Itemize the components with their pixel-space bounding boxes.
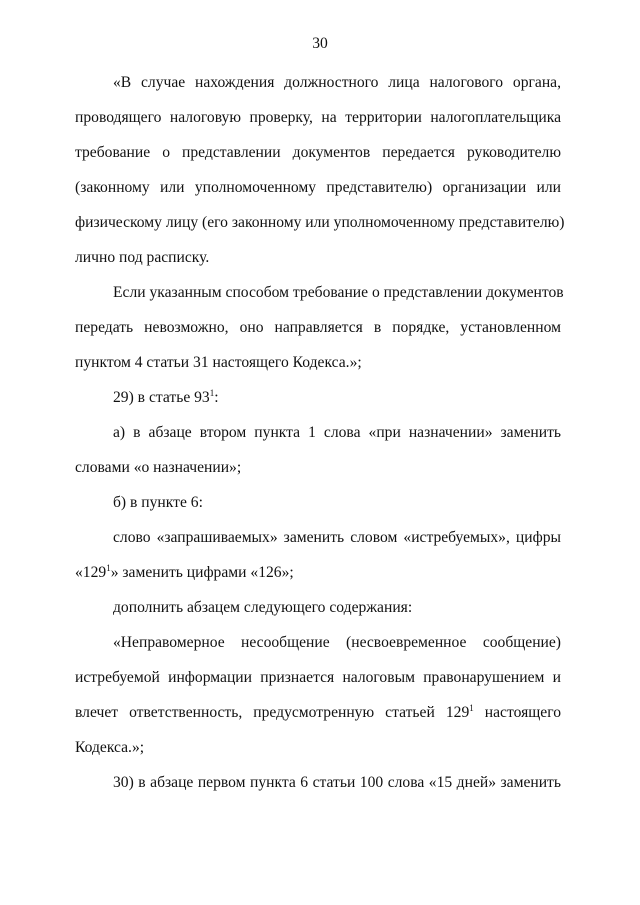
text-line-18: истребуемой информации признается налоговым правонарушением и: [75, 669, 561, 686]
text-line-12: словами «о назначении»;: [75, 459, 242, 476]
text-line-11: а) в абзаце втором пункта 1 слова «при назначении» заменить: [113, 424, 561, 441]
text-line-20: Кодекса.»;: [75, 739, 145, 756]
superscript: 1: [209, 388, 215, 398]
text-line-9: пунктом 4 статьи 31 настоящего Кодекса.»;: [75, 354, 362, 371]
text-line-6: лично под расписку.: [75, 249, 210, 266]
text-line-16: дополнить абзацем следующего содержания:: [113, 599, 413, 616]
text-segment: «129: [75, 564, 107, 581]
text-line-10: [113, 388, 561, 408]
text-line-7: Если указанным способом требование о представлении документов: [113, 284, 564, 301]
text-line-3: требование о представлении документов передается руководителю: [75, 144, 561, 161]
text-line-8: передать невозможно, оно направляется в порядке, установленном: [75, 319, 561, 336]
text-line-2: проводящего налоговую проверку, на территории налогоплательщика: [75, 109, 561, 126]
text-line-14: слово «запрашиваемых» заменить словом «истребуемых», цифры: [113, 529, 561, 546]
text-line-5: физическому лицу (его законному или уполномоченному представителю): [75, 214, 565, 231]
text-segment: » заменить цифрами «126»;: [110, 564, 294, 581]
text-line-19: [75, 703, 561, 723]
text-segment: 29) в статье 93: [113, 389, 210, 406]
text-segment: настоящего: [473, 704, 561, 721]
page-number: 30: [312, 35, 328, 52]
superscript: 1: [106, 563, 111, 573]
text-segment: влечет ответственность, предусмотренную статьей 129: [75, 704, 470, 721]
text-segment: :: [214, 389, 219, 406]
superscript: 1: [469, 703, 474, 713]
text-line-17: «Неправомерное несообщение (несвоевременное сообщение): [113, 634, 561, 651]
text-line-15: [75, 563, 561, 583]
text-line-4: (законному или уполномоченному представителю) организации или: [75, 179, 561, 196]
text-line-1: «В случае нахождения должностного лица налогового органа,: [113, 74, 561, 91]
text-line-13: б) в пункте 6:: [113, 494, 203, 511]
text-line-21: 30) в абзаце первом пункта 6 статьи 100 слова «15 дней» заменить: [113, 774, 561, 791]
